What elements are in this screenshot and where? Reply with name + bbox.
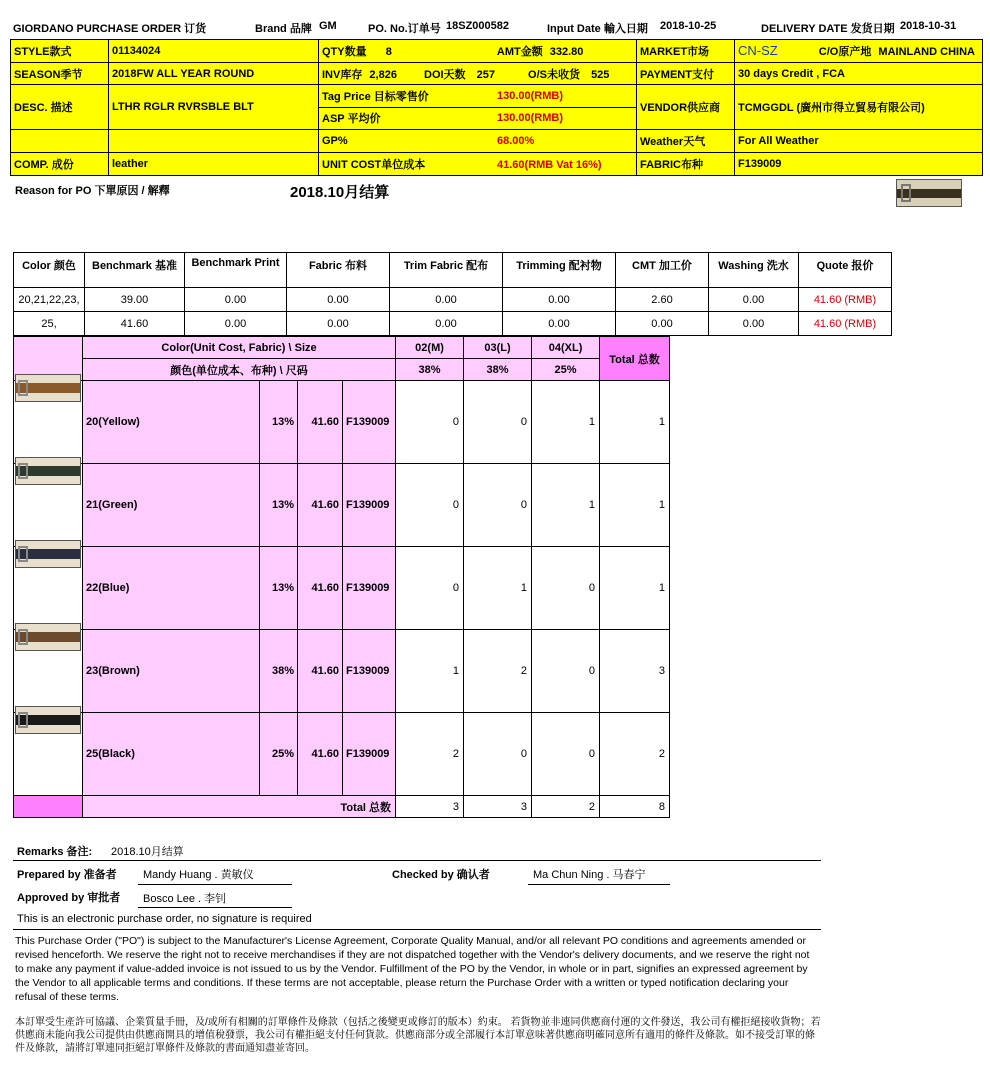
belt-swatch-image [15, 374, 81, 402]
po-number: 18SZ000582 [446, 20, 509, 32]
brand-label: Brand 品牌 [255, 23, 312, 35]
cost-header-6: CMT 加工价 [616, 253, 709, 288]
delivery-date-label: DELIVERY DATE 发货日期 [761, 23, 895, 35]
color-name: 23(Brown) [83, 630, 260, 713]
row-total: 2 [600, 713, 670, 796]
grand-total: 8 [600, 796, 670, 818]
belt-image-cell [14, 547, 83, 630]
style-label: STYLE款式 [11, 40, 109, 63]
vendor-value: TCMGGDL (廣州市得立貿易有限公司) [735, 85, 983, 130]
brand-value: GM [319, 20, 337, 32]
row-total: 3 [600, 630, 670, 713]
color-pct: 25% [260, 713, 298, 796]
size-qty: 0 [396, 381, 464, 464]
color-cost: 41.60 [298, 464, 343, 547]
color-name: 21(Green) [83, 464, 260, 547]
row-total: 1 [600, 547, 670, 630]
reason-label: Reason for PO 下單原因 / 解釋 [15, 185, 170, 197]
cost-row [14, 312, 892, 336]
fabric-value: F139009 [735, 153, 983, 176]
po-number-label: PO. No.订单号 [368, 23, 441, 35]
cost-header-2: Benchmark Print [185, 253, 287, 288]
size-qty: 0 [532, 630, 600, 713]
size-row [14, 381, 670, 464]
co-value: MAINLAND CHINA [878, 46, 975, 58]
amt-label: AMT金额 [496, 46, 543, 58]
tag-price-label: Tag Price 目标零售价 [319, 85, 494, 107]
color-fabric: F139009 [343, 464, 396, 547]
inv-label: INV库存 [322, 68, 363, 81]
gp-value: 68.00% [497, 135, 535, 147]
quote-value: 41.60 (RMB) [799, 312, 892, 336]
color-name: 22(Blue) [83, 547, 260, 630]
size-breakdown-table [13, 336, 670, 818]
market-co-cell [735, 40, 983, 63]
size-qty: 2 [396, 713, 464, 796]
cost-cell: 0.00 [287, 288, 390, 312]
checked-value: Ma Chun Ning . 马春宁 [533, 869, 646, 881]
size-row [14, 464, 670, 547]
price-cell [319, 85, 637, 130]
cost-header-3: Fabric 布料 [287, 253, 390, 288]
size-row [14, 713, 670, 796]
size-qty: 0 [464, 713, 532, 796]
doi-label: DOI天数 [424, 68, 466, 81]
comp-value: leather [109, 153, 319, 176]
color-pct: 13% [260, 547, 298, 630]
cost-cell: 20,21,22,23, [14, 288, 85, 312]
cost-cell: 0.00 [185, 312, 287, 336]
belt-swatch-image [15, 540, 81, 568]
co-label: C/O原产地 [818, 46, 872, 58]
market-value: CN-SZ [738, 43, 778, 58]
size-qty: 1 [464, 547, 532, 630]
belt-image-cell [14, 713, 83, 796]
cost-header-5: Trimming 配衬物 [503, 253, 616, 288]
belt-swatch-image [15, 706, 81, 734]
style-value: 01134024 [109, 40, 319, 63]
belt-image-cell [14, 464, 83, 547]
cost-cell: 0.00 [287, 312, 390, 336]
qty-value: 8 [385, 46, 392, 58]
belt-swatch-image [15, 457, 81, 485]
approved-value: Bosco Lee . 李钊 [143, 893, 227, 905]
desc-value: LTHR RGLR RVRSBLE BLT [109, 85, 319, 130]
cost-header-0: Color 颜色 [14, 253, 85, 288]
size-qty: 0 [532, 547, 600, 630]
prepared-label: Prepared by 准备者 [17, 869, 117, 881]
color-fabric: F139009 [343, 381, 396, 464]
weather-label: Weather天气 [637, 130, 735, 153]
remarks-value: 2018.10月结算 [111, 846, 184, 858]
size-qty: 0 [464, 464, 532, 547]
row-total: 1 [600, 381, 670, 464]
size-qty: 0 [532, 713, 600, 796]
doi-value: 257 [476, 68, 495, 81]
cost-cell: 0.00 [503, 312, 616, 336]
asp-label: ASP 平均价 [319, 107, 494, 129]
size-qty: 1 [532, 464, 600, 547]
size-col-m: 02(M) [396, 337, 464, 359]
cost-breakdown-table [13, 252, 892, 336]
asp-value: 130.00(RMB) [494, 107, 636, 129]
total-xl: 2 [532, 796, 600, 818]
unit-cost-cell [319, 153, 637, 176]
cost-header-7: Washing 洗水 [709, 253, 799, 288]
size-qty: 0 [464, 381, 532, 464]
total-header: Total 总数 [600, 337, 670, 381]
cost-cell: 39.00 [85, 288, 185, 312]
fabric-label: FABRIC布种 [637, 153, 735, 176]
size-header-en: Color(Unit Cost, Fabric) \ Size [83, 337, 396, 359]
cost-cell: 0.00 [709, 288, 799, 312]
belt-swatch-image [15, 623, 81, 651]
payment-value: 30 days Credit , FCA [735, 63, 983, 85]
terms-chinese: 本訂單受生產許可協議、企業質量手冊，及/或所有相關的訂單條件及條款（包括之後變更或修訂的版本）約束。 若貨物並非連同供應商付運的文件發送，我公司有權拒絕接收貨物；若供應商未能向我公司提供由供應商開具的增值稅發票，我公司有權拒絕支付任何貨款。供應商部分或全部履行本訂單意味著供應商明確同意所有適用的條件及條款。如不接受訂單的條件及條款，請將訂單連同拒絕訂單條件及條款的書面通知盡並寄回。 [15, 1017, 821, 1054]
remarks-label: Remarks 备注: [17, 846, 93, 858]
size-pct-m: 38% [396, 359, 464, 381]
size-pct-l: 38% [464, 359, 532, 381]
cost-cell: 0.00 [390, 288, 503, 312]
size-pct-xl: 25% [532, 359, 600, 381]
order-info-block [10, 39, 983, 176]
size-col-l: 03(L) [464, 337, 532, 359]
cost-header-1: Benchmark 基准 [85, 253, 185, 288]
checked-label: Checked by 确认者 [392, 869, 490, 881]
delivery-date: 2018-10-31 [900, 20, 957, 32]
quote-value: 41.60 (RMB) [799, 288, 892, 312]
input-date: 2018-10-25 [660, 20, 717, 32]
color-name: 20(Yellow) [83, 381, 260, 464]
weather-value: For All Weather [735, 130, 983, 153]
size-qty: 2 [464, 630, 532, 713]
approved-label: Approved by 审批者 [17, 892, 121, 904]
color-cost: 41.60 [298, 381, 343, 464]
row-total: 1 [600, 464, 670, 547]
os-value: 525 [591, 68, 610, 81]
desc-label: DESC. 描述 [11, 85, 109, 130]
os-label: O/S未收货 [528, 68, 580, 81]
cost-cell: 0.00 [503, 288, 616, 312]
unit-cost-label: UNIT COST单位成本 [322, 159, 426, 171]
color-cost: 41.60 [298, 630, 343, 713]
belt-image-cell [14, 381, 83, 464]
size-row [14, 630, 670, 713]
amt-value: 332.80 [549, 46, 584, 58]
season-value: 2018FW ALL YEAR ROUND [109, 63, 319, 85]
cost-cell: 0.00 [390, 312, 503, 336]
inventory-cell [319, 63, 637, 85]
size-row [14, 547, 670, 630]
qty-amt-cell [319, 40, 637, 63]
belt-image-cell [14, 630, 83, 713]
unit-cost-value: 41.60(RMB Vat 16%) [497, 159, 602, 171]
season-label: SEASON季节 [11, 63, 109, 85]
prepared-value: Mandy Huang . 黄敏仪 [143, 869, 254, 881]
cost-cell: 0.00 [616, 312, 709, 336]
cost-row [14, 288, 892, 312]
gp-cell [319, 130, 637, 153]
color-fabric: F139009 [343, 630, 396, 713]
electronic-note: This is an electronic purchase order, no signature is required [17, 913, 312, 925]
tag-price-value: 130.00(RMB) [494, 85, 636, 107]
cost-header-4: Trim Fabric 配布 [390, 253, 503, 288]
color-fabric: F139009 [343, 713, 396, 796]
po-title: GIORDANO PURCHASE ORDER 订货 [13, 23, 207, 35]
terms-english: This Purchase Order ("PO") is subject to the Manufacturer's License Agreement, Corporate Quality Manual, and/or all relevant PO conditions and agreements amended or revised henceforth. We reserve the right not to receive merchandises if they are not dispatched together with the Vendor's delivery documents, and we reserve the right not to make any payment if value-added invoice is not issued to us by the Vendor. Fulfillment of the PO by the Vendor, in whole or in part, signifies an expressed agreement by the Vendor to all applicable terms and conditions. If these terms are not acceptable, please return the Purchase Order with a written or typed notification declaring your refusal of these terms. [15, 935, 810, 1003]
size-qty: 0 [396, 464, 464, 547]
cost-cell: 0.00 [185, 288, 287, 312]
payment-label: PAYMENT支付 [637, 63, 735, 85]
totals-label: Total 总数 [83, 796, 396, 818]
market-label: MARKET市场 [637, 40, 735, 63]
size-qty: 0 [396, 547, 464, 630]
size-qty: 1 [396, 630, 464, 713]
color-pct: 13% [260, 464, 298, 547]
color-cost: 41.60 [298, 547, 343, 630]
product-thumbnail [896, 179, 962, 207]
input-date-label: Input Date 輸入日期 [547, 23, 648, 35]
color-cost: 41.60 [298, 713, 343, 796]
qty-label: QTY数量 [322, 46, 367, 58]
cost-cell: 41.60 [85, 312, 185, 336]
size-header-cn: 颜色(单位成本、布种) \ 尺码 [83, 359, 396, 381]
total-m: 3 [396, 796, 464, 818]
vendor-label: VENDOR供应商 [637, 85, 735, 130]
comp-label: COMP. 成份 [11, 153, 109, 176]
reason-value: 2018.10月结算 [290, 184, 390, 201]
inv-value: 2,826 [369, 68, 397, 81]
cost-cell: 0.00 [709, 312, 799, 336]
size-qty: 1 [532, 381, 600, 464]
color-name: 25(Black) [83, 713, 260, 796]
gp-label: GP% [322, 135, 348, 147]
cost-header-8: Quote 报价 [799, 253, 892, 288]
cost-cell: 25, [14, 312, 85, 336]
color-fabric: F139009 [343, 547, 396, 630]
total-l: 3 [464, 796, 532, 818]
cost-cell: 2.60 [616, 288, 709, 312]
color-pct: 13% [260, 381, 298, 464]
color-pct: 38% [260, 630, 298, 713]
size-col-xl: 04(XL) [532, 337, 600, 359]
